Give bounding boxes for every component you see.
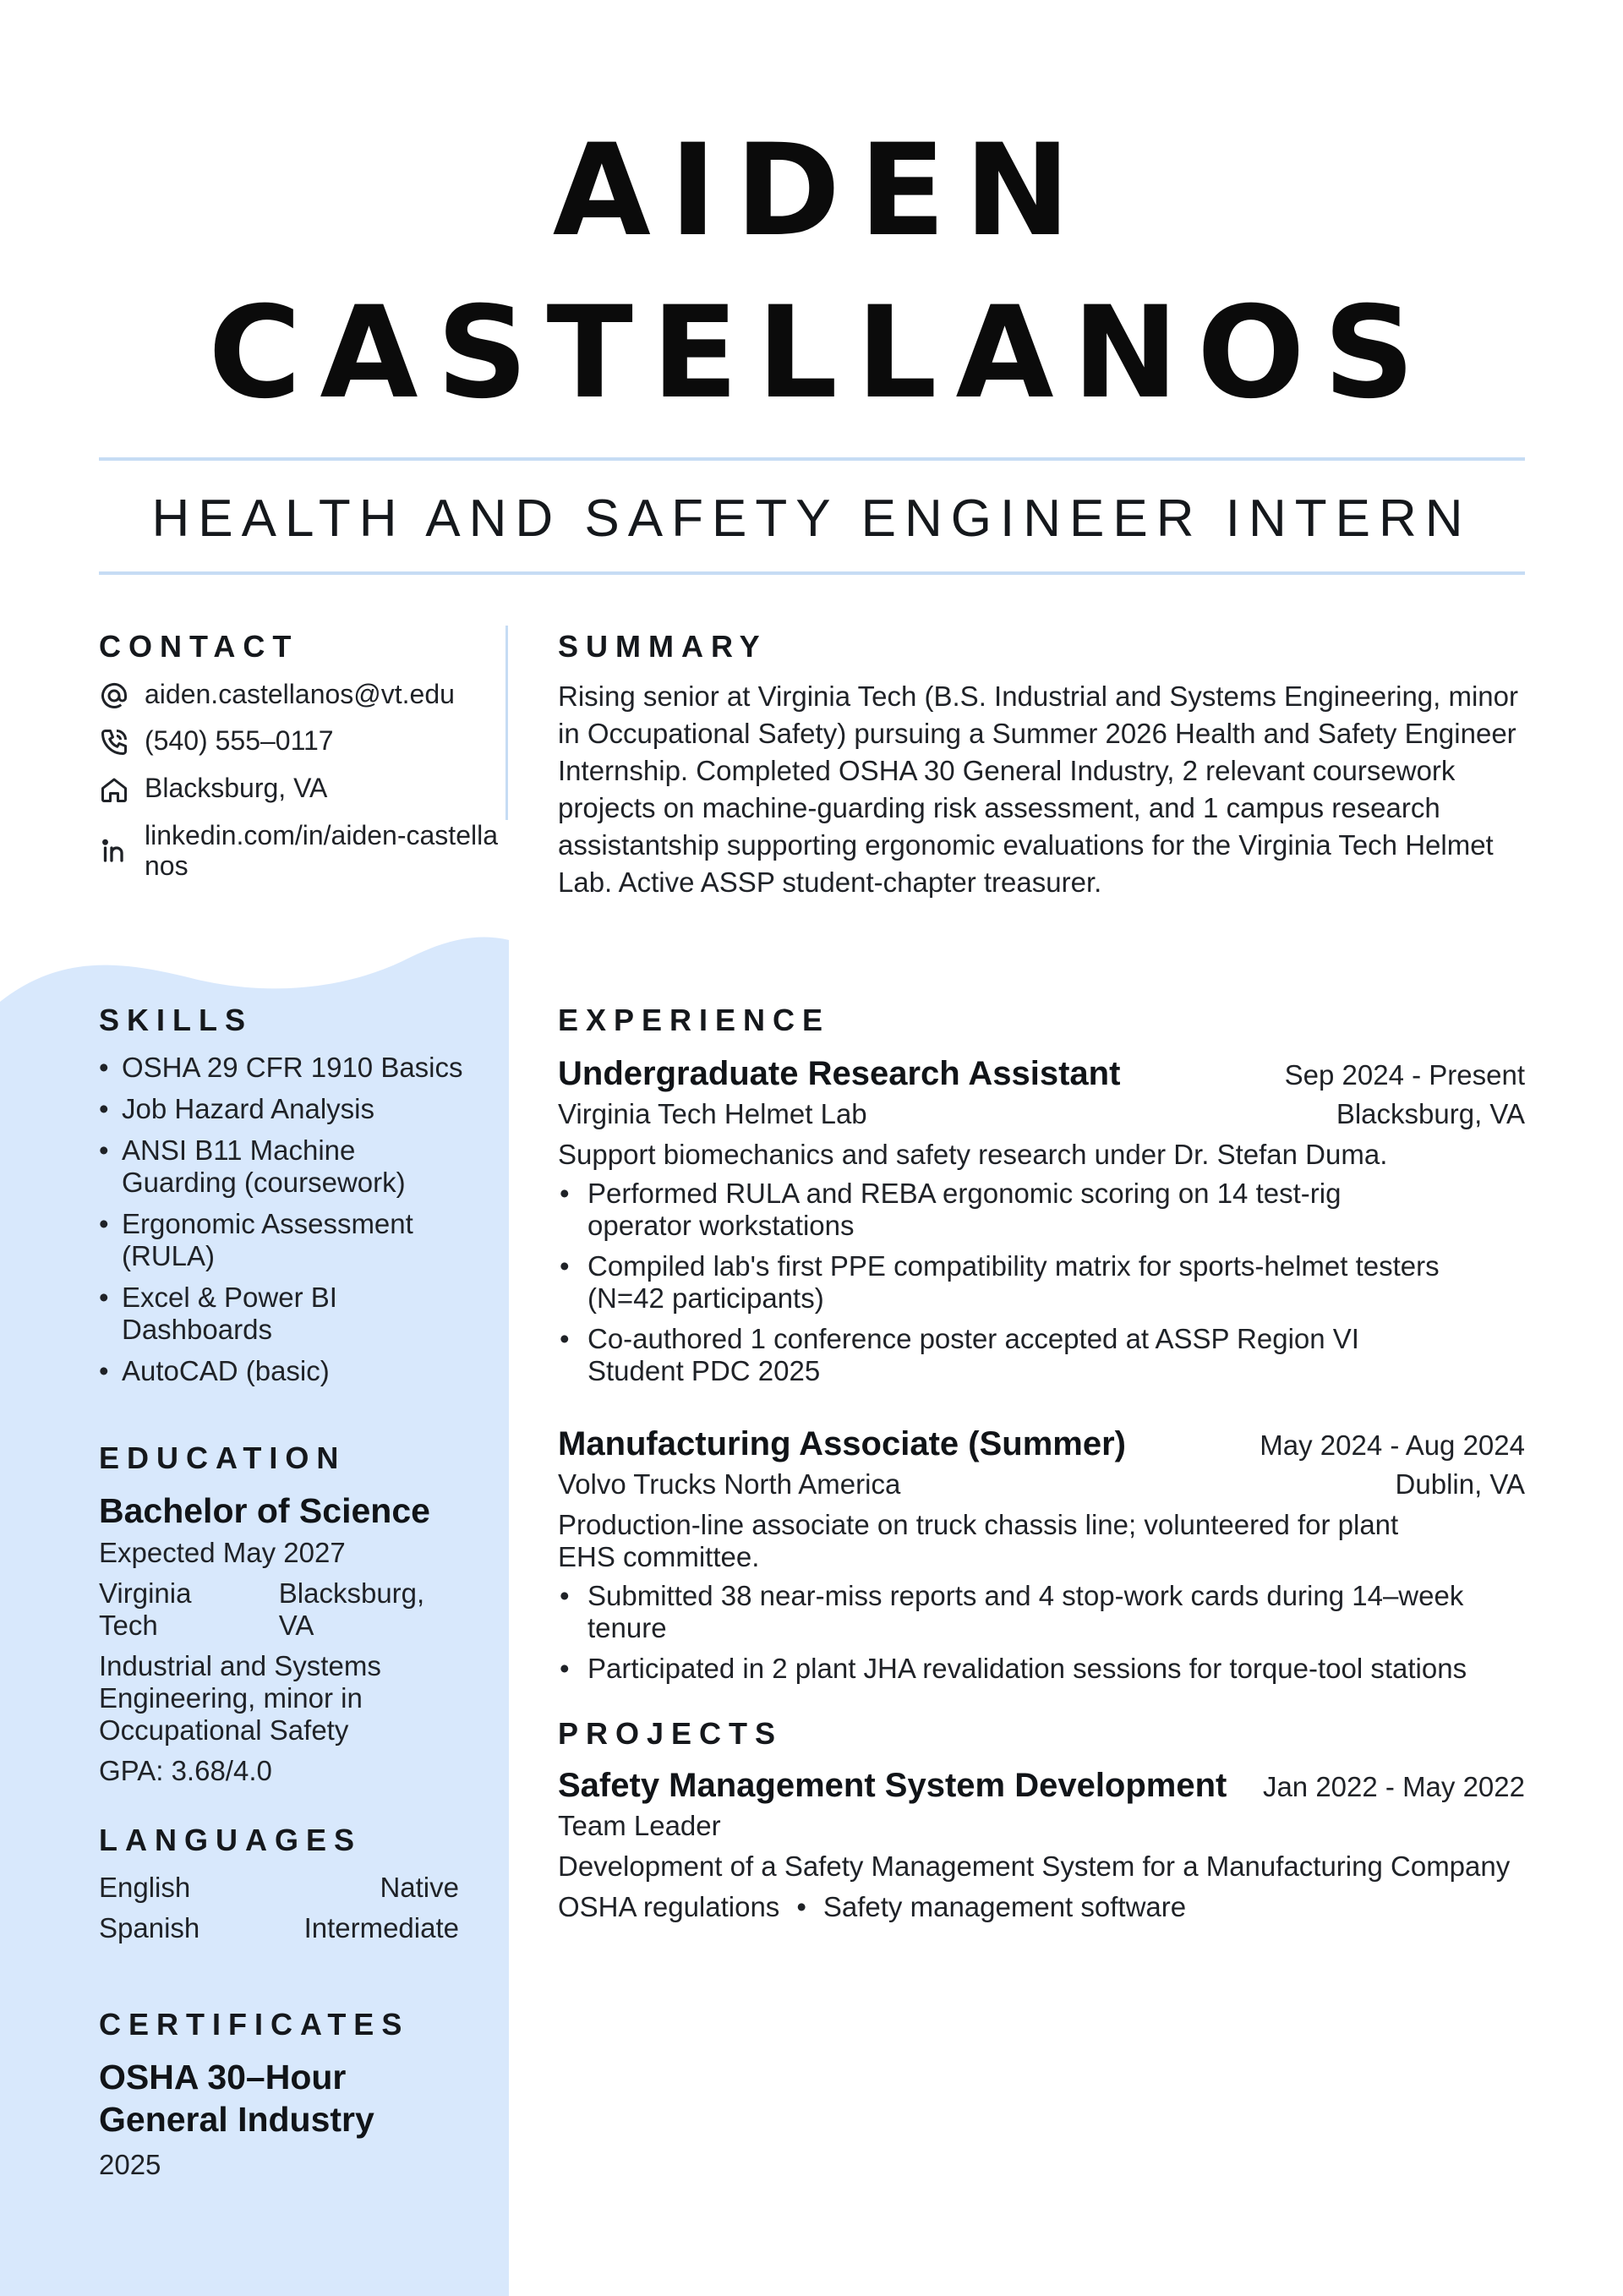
experience-heading: EXPERIENCE xyxy=(558,1003,831,1037)
project-title: Safety Management System Development xyxy=(558,1767,1227,1804)
header-top-rule xyxy=(99,457,1525,461)
project-header xyxy=(558,1767,1525,1805)
skill-item: • Ergonomic Assessment (RULA) xyxy=(99,1208,471,1272)
contact-linkedin-text: linkedin.com/in/aiden-castella nos xyxy=(145,820,498,881)
contact-email-text: aiden.castellanos@vt.edu xyxy=(145,679,455,709)
first-name: AIDEN xyxy=(552,118,1090,265)
job-bullets xyxy=(558,1178,1525,1387)
job-header xyxy=(558,1425,1525,1463)
job-header xyxy=(558,1055,1525,1093)
language-name: English xyxy=(99,1872,191,1903)
job-title: Undergraduate Research Assistant xyxy=(558,1055,1121,1092)
project-dates: Jan 2022 - May 2022 xyxy=(1262,1771,1525,1802)
languages-heading: LANGUAGES xyxy=(99,1823,363,1857)
contact-phone[interactable] xyxy=(99,725,334,757)
job-bullet: • Participated in 2 plant JHA revalidation sessions for torque-tool stations xyxy=(558,1653,1525,1685)
summary-heading: SUMMARY xyxy=(558,629,768,664)
certificate-year: 2025 xyxy=(99,2149,161,2180)
last-name: CASTELLANOS xyxy=(208,280,1434,427)
job-org-line xyxy=(558,1098,1525,1130)
tag-separator: • xyxy=(796,1891,806,1922)
contact-phone-text: (540) 555–0117 xyxy=(145,725,334,756)
degree-title: Bachelor of Science xyxy=(99,1491,430,1530)
job-bullet: • Submitted 38 near-miss reports and 4 stop-work cards during 14–week tenure xyxy=(558,1580,1525,1644)
language-row xyxy=(99,1912,459,1944)
job-dates: Sep 2024 - Present xyxy=(1284,1059,1525,1091)
column-divider xyxy=(505,626,508,820)
job-bullet: • Compiled lab's first PPE compatibility matrix for sports-helmet testers (N=42 participants) xyxy=(558,1250,1440,1315)
projects-heading: PROJECTS xyxy=(558,1716,784,1751)
job-bullets xyxy=(558,1580,1525,1685)
certificate-block xyxy=(99,2056,462,2181)
graduation-date: Expected May 2027 xyxy=(99,1537,346,1568)
at-icon xyxy=(99,681,129,711)
certificate-title: OSHA 30–Hour General Industry xyxy=(99,2058,374,2139)
project-entry xyxy=(558,1767,1525,1923)
project-description: Development of a Safety Management System for a Manufacturing Company xyxy=(558,1850,1511,1882)
skill-item: • ANSI B11 Machine Guarding (coursework) xyxy=(99,1134,471,1199)
job-description: Production-line associate on truck chassis line; volunteered for plant EHS committee. xyxy=(558,1509,1399,1572)
project-tags xyxy=(558,1891,1525,1923)
job-role-title: HEALTH AND SAFETY ENGINEER INTERN xyxy=(151,489,1472,548)
skill-item: • Excel & Power BI Dashboards xyxy=(99,1282,471,1346)
contact-linkedin[interactable] xyxy=(99,820,498,881)
header-bottom-rule xyxy=(99,571,1525,575)
education-block xyxy=(99,1490,462,1787)
contact-heading: CONTACT xyxy=(99,629,299,664)
language-name: Spanish xyxy=(99,1912,200,1943)
skills-heading: SKILLS xyxy=(99,1003,254,1037)
job-entry xyxy=(558,1055,1525,1396)
field-of-study: Industrial and Systems Engineering, minor in Occupational Safety xyxy=(99,1650,381,1746)
home-icon xyxy=(99,774,129,805)
project-role-text: Team Leader xyxy=(558,1810,721,1841)
summary-text: Rising senior at Virginia Tech (B.S. Industrial and Systems Engineering, minor in Occupational Safety) pursuing a Summer 2026 Health and Safety Engineer Internship. Completed OSHA 30 General Industry, 2 relevant coursework projects on machine-guarding risk assessment, and 1 campus research assistantship supporting ergonomic evaluations for the Virginia Tech Helmet Lab. Active ASSP student-chapter treasurer. xyxy=(558,681,1519,898)
job-organization: Virginia Tech Helmet Lab xyxy=(558,1098,867,1129)
language-level: Native xyxy=(380,1872,459,1903)
contact-location-text: Blacksburg, VA xyxy=(145,773,328,803)
contact-email[interactable] xyxy=(99,679,455,711)
skills-list xyxy=(99,1052,471,1397)
job-entry xyxy=(558,1425,1525,1693)
gpa: GPA: 3.68/4.0 xyxy=(99,1755,272,1786)
job-bullet: • Performed RULA and REBA ergonomic scoring on 14 test-rig operator workstations xyxy=(558,1178,1440,1242)
job-dates: May 2024 - Aug 2024 xyxy=(1260,1430,1525,1461)
contact-location xyxy=(99,773,327,805)
school-name: Virginia Tech xyxy=(99,1577,192,1641)
candidate-name xyxy=(0,110,1623,435)
school-line xyxy=(99,1577,462,1642)
skill-item: • AutoCAD (basic) xyxy=(99,1355,471,1387)
skill-item: • Job Hazard Analysis xyxy=(99,1093,471,1125)
language-row xyxy=(99,1872,459,1904)
language-level: Intermediate xyxy=(303,1912,459,1943)
phone-icon xyxy=(99,727,129,757)
education-heading: EDUCATION xyxy=(99,1440,347,1475)
job-org-line xyxy=(558,1468,1525,1501)
job-organization: Volvo Trucks North America xyxy=(558,1468,901,1500)
job-title: Manufacturing Associate (Summer) xyxy=(558,1425,1126,1462)
job-location: Dublin, VA xyxy=(1395,1468,1525,1500)
project-role xyxy=(558,1810,1525,1842)
job-location: Blacksburg, VA xyxy=(1336,1098,1525,1129)
project-tag: Safety management software xyxy=(822,1891,1187,1922)
skill-item: • OSHA 29 CFR 1910 Basics xyxy=(99,1052,471,1084)
project-tag: OSHA regulations xyxy=(558,1891,780,1922)
job-description: Support biomechanics and safety research under Dr. Stefan Duma. xyxy=(558,1139,1388,1170)
linkedin-icon xyxy=(99,835,129,866)
languages-list xyxy=(99,1872,462,1953)
certificates-heading: CERTIFICATES xyxy=(99,2007,410,2042)
job-bullet: • Co-authored 1 conference poster accepted at ASSP Region VI Student PDC 2025 xyxy=(558,1323,1440,1387)
school-location: Blacksburg, VA xyxy=(278,1577,425,1641)
